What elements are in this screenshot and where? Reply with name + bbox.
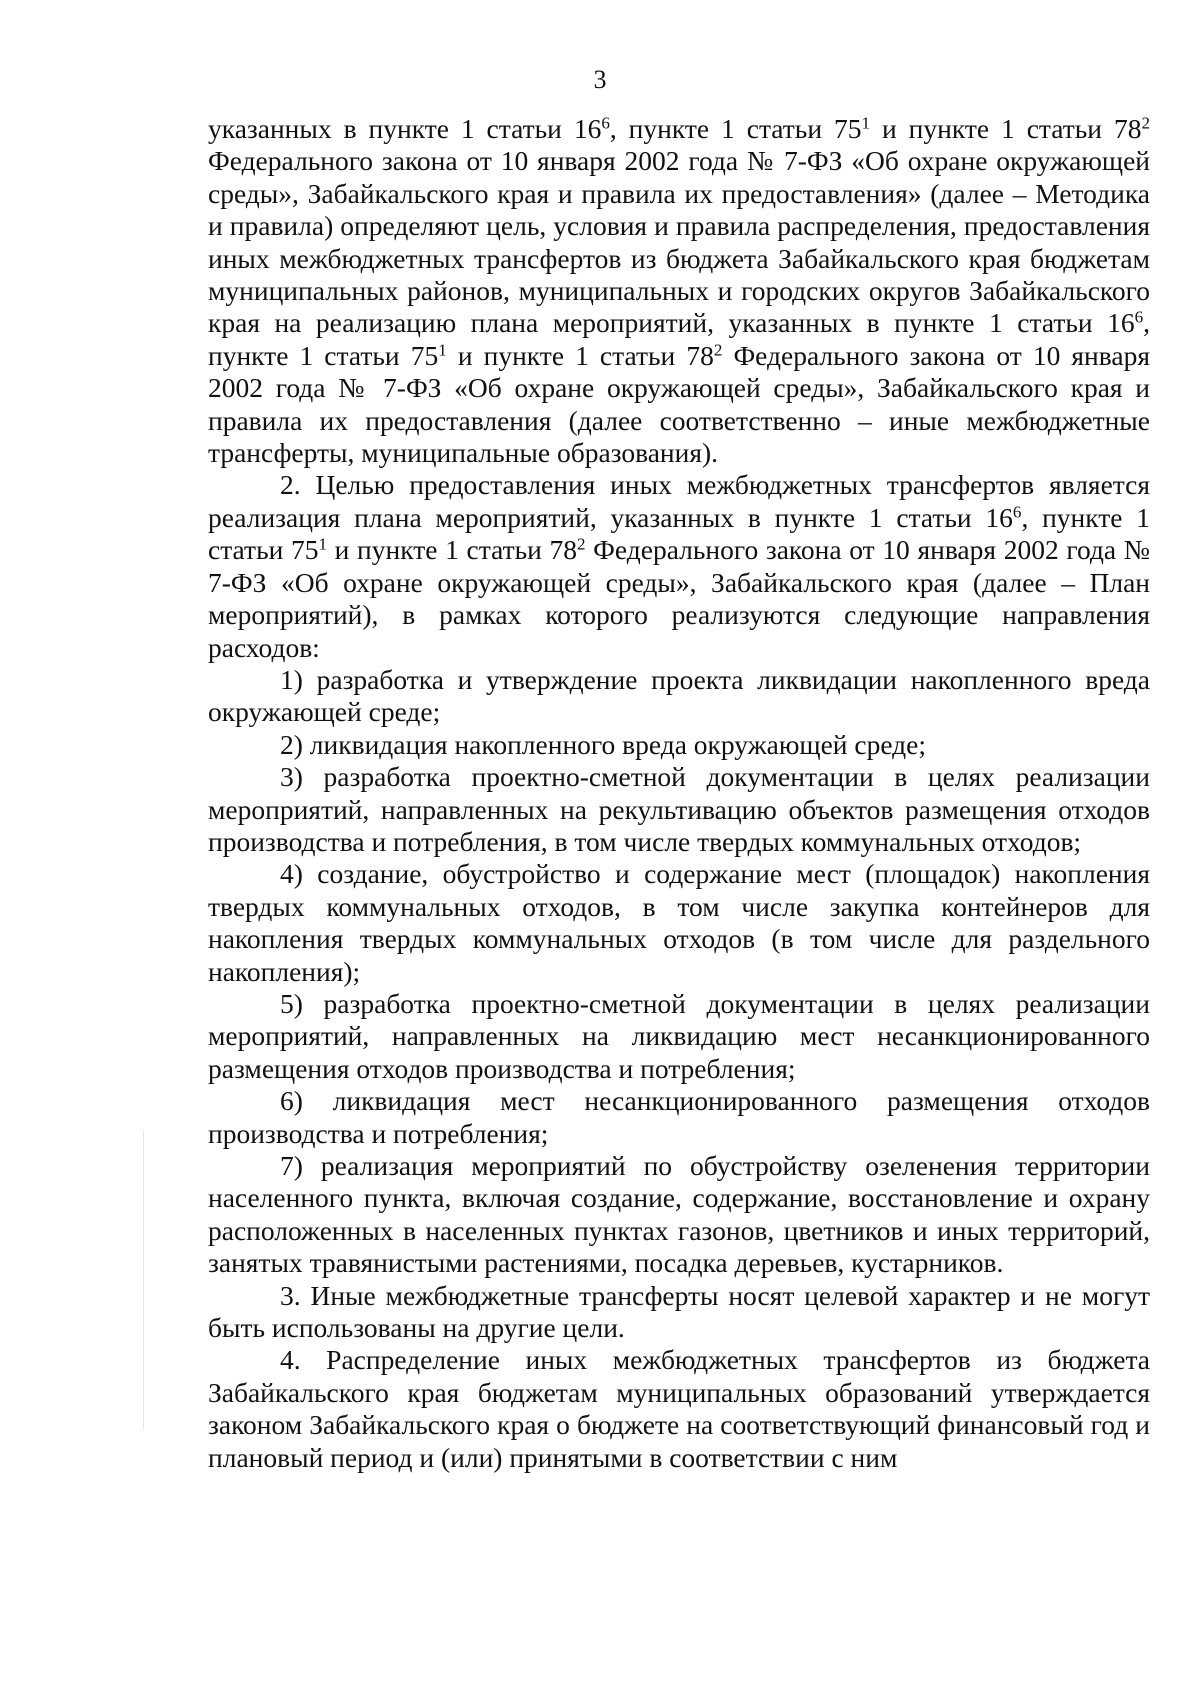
text-run: и пункте 1 статьи 78 xyxy=(446,339,714,371)
superscript: 2 xyxy=(1141,113,1150,133)
superscript: 1 xyxy=(318,534,328,554)
text-run: Федерального закона от 10 января 2002 года № 7-ФЗ «Об охране окружающей среды», Забайкальского края и правила их предоставления (далее соответственно – иные межбюджетные трансферты, муниципальные образования). xyxy=(208,339,1150,469)
document-body xyxy=(208,113,1150,1474)
superscript: 2 xyxy=(577,534,586,554)
text-run: указанных в пункте 1 статьи 16 xyxy=(208,113,602,144)
text-run: , пункте 1 статьи 75 xyxy=(609,113,862,144)
text-run: , пункте 1 статьи 75 xyxy=(208,307,1150,371)
paragraph-p2 xyxy=(208,469,1150,663)
text-run: 5) разработка проектно-сметной документации в целях реализации мероприятий, направленных на ликвидацию мест несанкционированного размещения отходов производства и потребления; xyxy=(208,987,1150,1084)
paragraph-item-4 xyxy=(208,858,1150,988)
superscript: 6 xyxy=(1012,502,1022,522)
text-run: 4) создание, обустройство и содержание мест (площадок) накопления твердых коммунальных отходов, в том числе закупка контейнеров для накопления твердых коммунальных отходов (в том числе для раздельного накопления); xyxy=(208,858,1150,987)
scan-margin-line xyxy=(143,1130,144,1430)
superscript: 6 xyxy=(601,113,610,133)
paragraph-item-3 xyxy=(208,761,1150,858)
paragraph-item-5 xyxy=(208,988,1150,1085)
paragraph-item-7 xyxy=(208,1150,1150,1280)
superscript: 2 xyxy=(713,340,723,360)
paragraph-item-2 xyxy=(208,729,1150,761)
superscript: 6 xyxy=(1134,308,1144,328)
text-run: 7) реализация мероприятий по обустройству озеленения территории населенного пункта, включая создание, содержание, восстановление и охрану расположенных в населенных пунктах газонов, цветников и иных территорий, занятых травянистыми растениями, посадка деревьев, кустарников. xyxy=(208,1150,1150,1279)
text-run: и пункте 1 статьи 78 xyxy=(870,113,1142,144)
paragraph-p1-continued xyxy=(208,113,1150,469)
paragraph-p3 xyxy=(208,1280,1150,1345)
text-run: Федерального закона от 10 января 2002 года № 7-ФЗ «Об охране окружающей среды», Забайкальского края (далее – План мероприятий), в рамках которого реализуются следующие направления расходов: xyxy=(208,534,1150,663)
text-run: 1) разработка и утверждение проекта ликвидации накопленного вреда окружающей среде; xyxy=(208,663,1150,728)
text-run: , пункте 1 статьи 75 xyxy=(208,501,1151,566)
text-run: 2) ликвидация накопленного вреда окружающей среде; xyxy=(280,728,927,760)
text-run: и пункте 1 статьи 78 xyxy=(327,534,577,566)
text-run: 6) ликвидация мест несанкционированного размещения отходов производства и потребления; xyxy=(208,1085,1150,1149)
text-run: 3. Иные межбюджетные трансферты носят целевой характер и не могут быть использованы на другие цели. xyxy=(208,1279,1150,1344)
paragraph-item-1 xyxy=(208,664,1150,729)
page-number: 3 xyxy=(593,65,607,94)
text-run: 4. Распределение иных межбюджетных трансфертов из бюджета Забайкальского края бюджетам муниципальных образований утверждается законом Забайкальского края о бюджете на соответствующий финансовый год и плановый период и (или) принятыми в соответствии с ним xyxy=(208,1344,1150,1473)
text-run: 3) разработка проектно-сметной документации в целях реализации мероприятий, направленных на рекультивацию объектов размещения отходов производства и потребления, в том числе твердых коммунальных отходов; xyxy=(208,761,1150,857)
paragraph-p4 xyxy=(208,1344,1150,1474)
text-run: Федерального закона от 10 января 2002 года № 7-ФЗ «Об охране окружающей среды», Забайкальского края и правила их предоставления» (далее – Методика и правила) определяют цель, условия и правила распределения, предоставления иных межбюджетных трансфертов из бюджета Забайкальского края бюджетам муниципальных районов, муниципальных и городских округов Забайкальского края на реализацию плана мероприятий, указанных в пункте 1 статьи 16 xyxy=(208,145,1150,339)
paragraph-item-6 xyxy=(208,1085,1150,1150)
superscript: 1 xyxy=(861,113,871,133)
superscript: 1 xyxy=(438,340,447,360)
text-run: 2. Целью предоставления иных межбюджетных трансфертов является реализация плана мероприятий, указанных в пункте 1 статьи 16 xyxy=(208,469,1150,533)
